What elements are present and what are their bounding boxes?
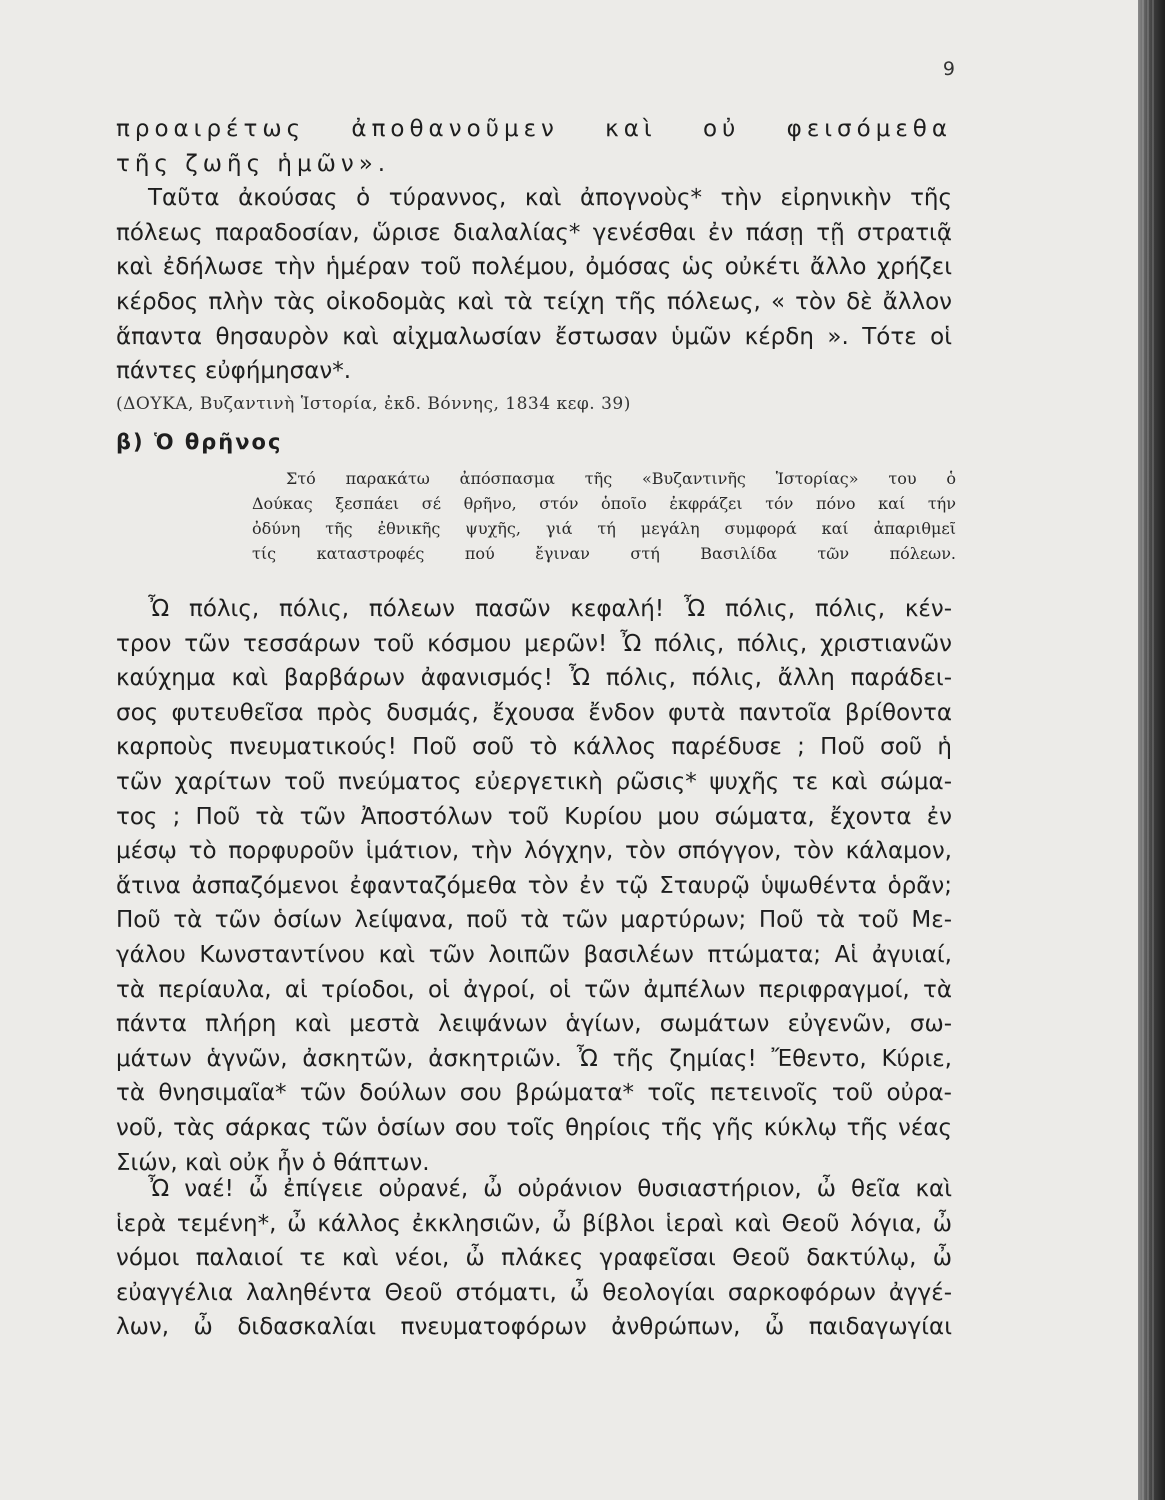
intro-line: Δούκας ξεσπάει σέ θρῆνο, στόν ὁποῖο ἐκφράζει τόν πόνο καί τήν <box>252 494 956 513</box>
text-line: πάντα πλήρη καὶ μεστὰ λειψάνων ἁγίων, σωμάτων εὐγενῶν, σω- <box>116 1011 952 1038</box>
text-line: μέσῳ τὸ πορφυροῦν ἱμάτιον, τὴν λόγχην, τὸν σπόγγον, τὸν κάλαμον, <box>116 838 952 865</box>
text-line: λων, ὦ διδασκαλίαι πνευματοφόρων ἀνθρώπων, ὦ παιδαγωγίαι <box>116 1314 952 1341</box>
text-line: προαιρέτως ἀποθανοῦμεν καὶ οὐ φεισόμεθα <box>116 116 952 142</box>
intro-line: τίς καταστροφές πού ἔγιναν στή Βασιλίδα τῶν πόλεων. <box>252 544 956 563</box>
text-line: μάτων ἁγνῶν, ἀσκητῶν, ἀσκητριῶν. Ὦ τῆς ζημίας! Ἔθεντο, Κύριε, <box>116 1045 952 1072</box>
text-line: καὶ ἐδήλωσε τὴν ἡμέραν τοῦ πολέμου, ὀμόσας ὡς οὐκέτι ἄλλο χρήζει <box>116 254 952 281</box>
text-line: καύχημα καὶ βαρβάρων ἀφανισμός! Ὦ πόλις, πόλις, ἄλλη παράδει- <box>116 665 952 692</box>
text-line: τῶν χαρίτων τοῦ πνεύματος εὐεργετικὴ ρῶσις* ψυχῆς τε καὶ σώμα- <box>116 768 952 795</box>
intro-line: Στό παρακάτω ἀπόσπασμα τῆς «Βυζαντινῆς Ἱστορίας» του ὁ <box>286 469 956 488</box>
text-line: ἅτινα ἀσπαζόμενοι ἐφανταζόμεθα τὸν ἐν τῷ Σταυρῷ ὑψωθέντα ὁρᾶν; <box>116 872 952 899</box>
page-edge <box>1138 0 1165 1500</box>
text-line: ἅπαντα θησαυρὸν καὶ αἰχμαλωσίαν ἔστωσαν ὑμῶν κέρδη ». Τότε οἱ <box>116 323 952 350</box>
text-line: σος φυτευθεῖσα πρὸς δυσμάς, ἔχουσα ἔνδον φυτὰ παντοῖα βρίθοντα <box>116 699 952 726</box>
text-line: Ταῦτα ἀκούσας ὁ τύραννος, καὶ ἀπογνοὺς* τὴν εἰρηνικὴν τῆς <box>148 185 952 212</box>
lament-paragraph-2 <box>116 1172 952 1345</box>
text-line: γάλου Κωνσταντίνου καὶ τῶν λοιπῶν βασιλέων πτώματα; Αἱ ἀγυιαί, <box>116 941 952 968</box>
text-line: τος ; Ποῦ τὰ τῶν Ἀποστόλων τοῦ Κυρίου μου σώματα, ἔχοντα ἐν <box>116 803 952 830</box>
text-line: τὰ θνησιμαῖα* τῶν δούλων σου βρώματα* τοῖς πετεινοῖς τοῦ οὐρα- <box>116 1080 952 1107</box>
text-line: καρποὺς πνευματικούς! Ποῦ σοῦ τὸ κάλλος παρέδυσε ; Ποῦ σοῦ ἡ <box>116 734 952 761</box>
lament-paragraph-1 <box>116 592 952 1180</box>
text-line: τὰ περίαυλα, αἱ τρίοδοι, οἱ ἀγροί, οἱ τῶν ἀμπέλων περιφραγμοί, τὰ <box>116 976 952 1003</box>
text-line: πάντες εὐφήμησαν*. <box>116 358 352 385</box>
text-line: πόλεως παραδοσίαν, ὥρισε διαλαλίας* γενέσθαι ἐν πάσῃ τῇ στρατιᾷ <box>116 219 952 246</box>
intro-note <box>252 466 956 566</box>
text-line: εὐαγγέλια λαληθέντα Θεοῦ στόματι, ὦ θεολογίαι σαρκοφόρων ἀγγέ- <box>116 1279 952 1306</box>
text-line: τρον τῶν τεσσάρων τοῦ κόσμου μερῶν! Ὦ πόλις, πόλις, χριστιανῶν <box>116 630 952 657</box>
source-citation: (ΔΟΥΚΑ, Βυζαντινὴ Ἱστορία, ἐκδ. Βόννης, 1834 κεφ. 39) <box>116 394 631 414</box>
intro-line: ὀδύνη τῆς ἐθνικῆς ψυχῆς, γιά τή μεγάλη συμφορά καί ἀπαριθμεῖ <box>252 519 956 538</box>
text-line: ἱερὰ τεμένη*, ὦ κάλλος ἐκκλησιῶν, ὦ βίβλοι ἱεραὶ καὶ Θεοῦ λόγια, ὦ <box>116 1210 952 1237</box>
page-number: 9 <box>942 58 955 80</box>
text-line: κέρδος πλὴν τὰς οἰκοδομὰς καὶ τὰ τείχη τῆς πόλεως, « τὸν δὲ ἄλλον <box>116 288 952 315</box>
top-passage <box>116 112 952 389</box>
text-line: Ὦ πόλις, πόλις, πόλεων πασῶν κεφαλή! Ὦ πόλις, πόλις, κέν- <box>148 596 952 622</box>
text-line: Ὦ ναέ! ὦ ἐπίγειε οὐρανέ, ὦ οὐράνιον θυσιαστήριον, ὦ θεῖα καὶ <box>148 1176 952 1202</box>
text-line: τῆς ζωῆς ἡμῶν». <box>116 150 391 177</box>
text-line: νόμοι παλαιοί τε καὶ νέοι, ὦ πλάκες γραφεῖσαι Θεοῦ δακτύλῳ, ὦ <box>116 1245 952 1272</box>
text-line: Σιών, καὶ οὐκ ἦν ὁ θάπτων. <box>116 1149 430 1176</box>
text-line: Ποῦ τὰ τῶν ὁσίων λείψανα, ποῦ τὰ τῶν μαρτύρων; Ποῦ τὰ τοῦ Με- <box>116 907 952 934</box>
section-heading: β) Ὁ θρῆνος <box>116 430 283 454</box>
text-line: νοῦ, τὰς σάρκας τῶν ὁσίων σου τοῖς θηρίοις τῆς γῆς κύκλῳ τῆς νέας <box>116 1114 952 1141</box>
